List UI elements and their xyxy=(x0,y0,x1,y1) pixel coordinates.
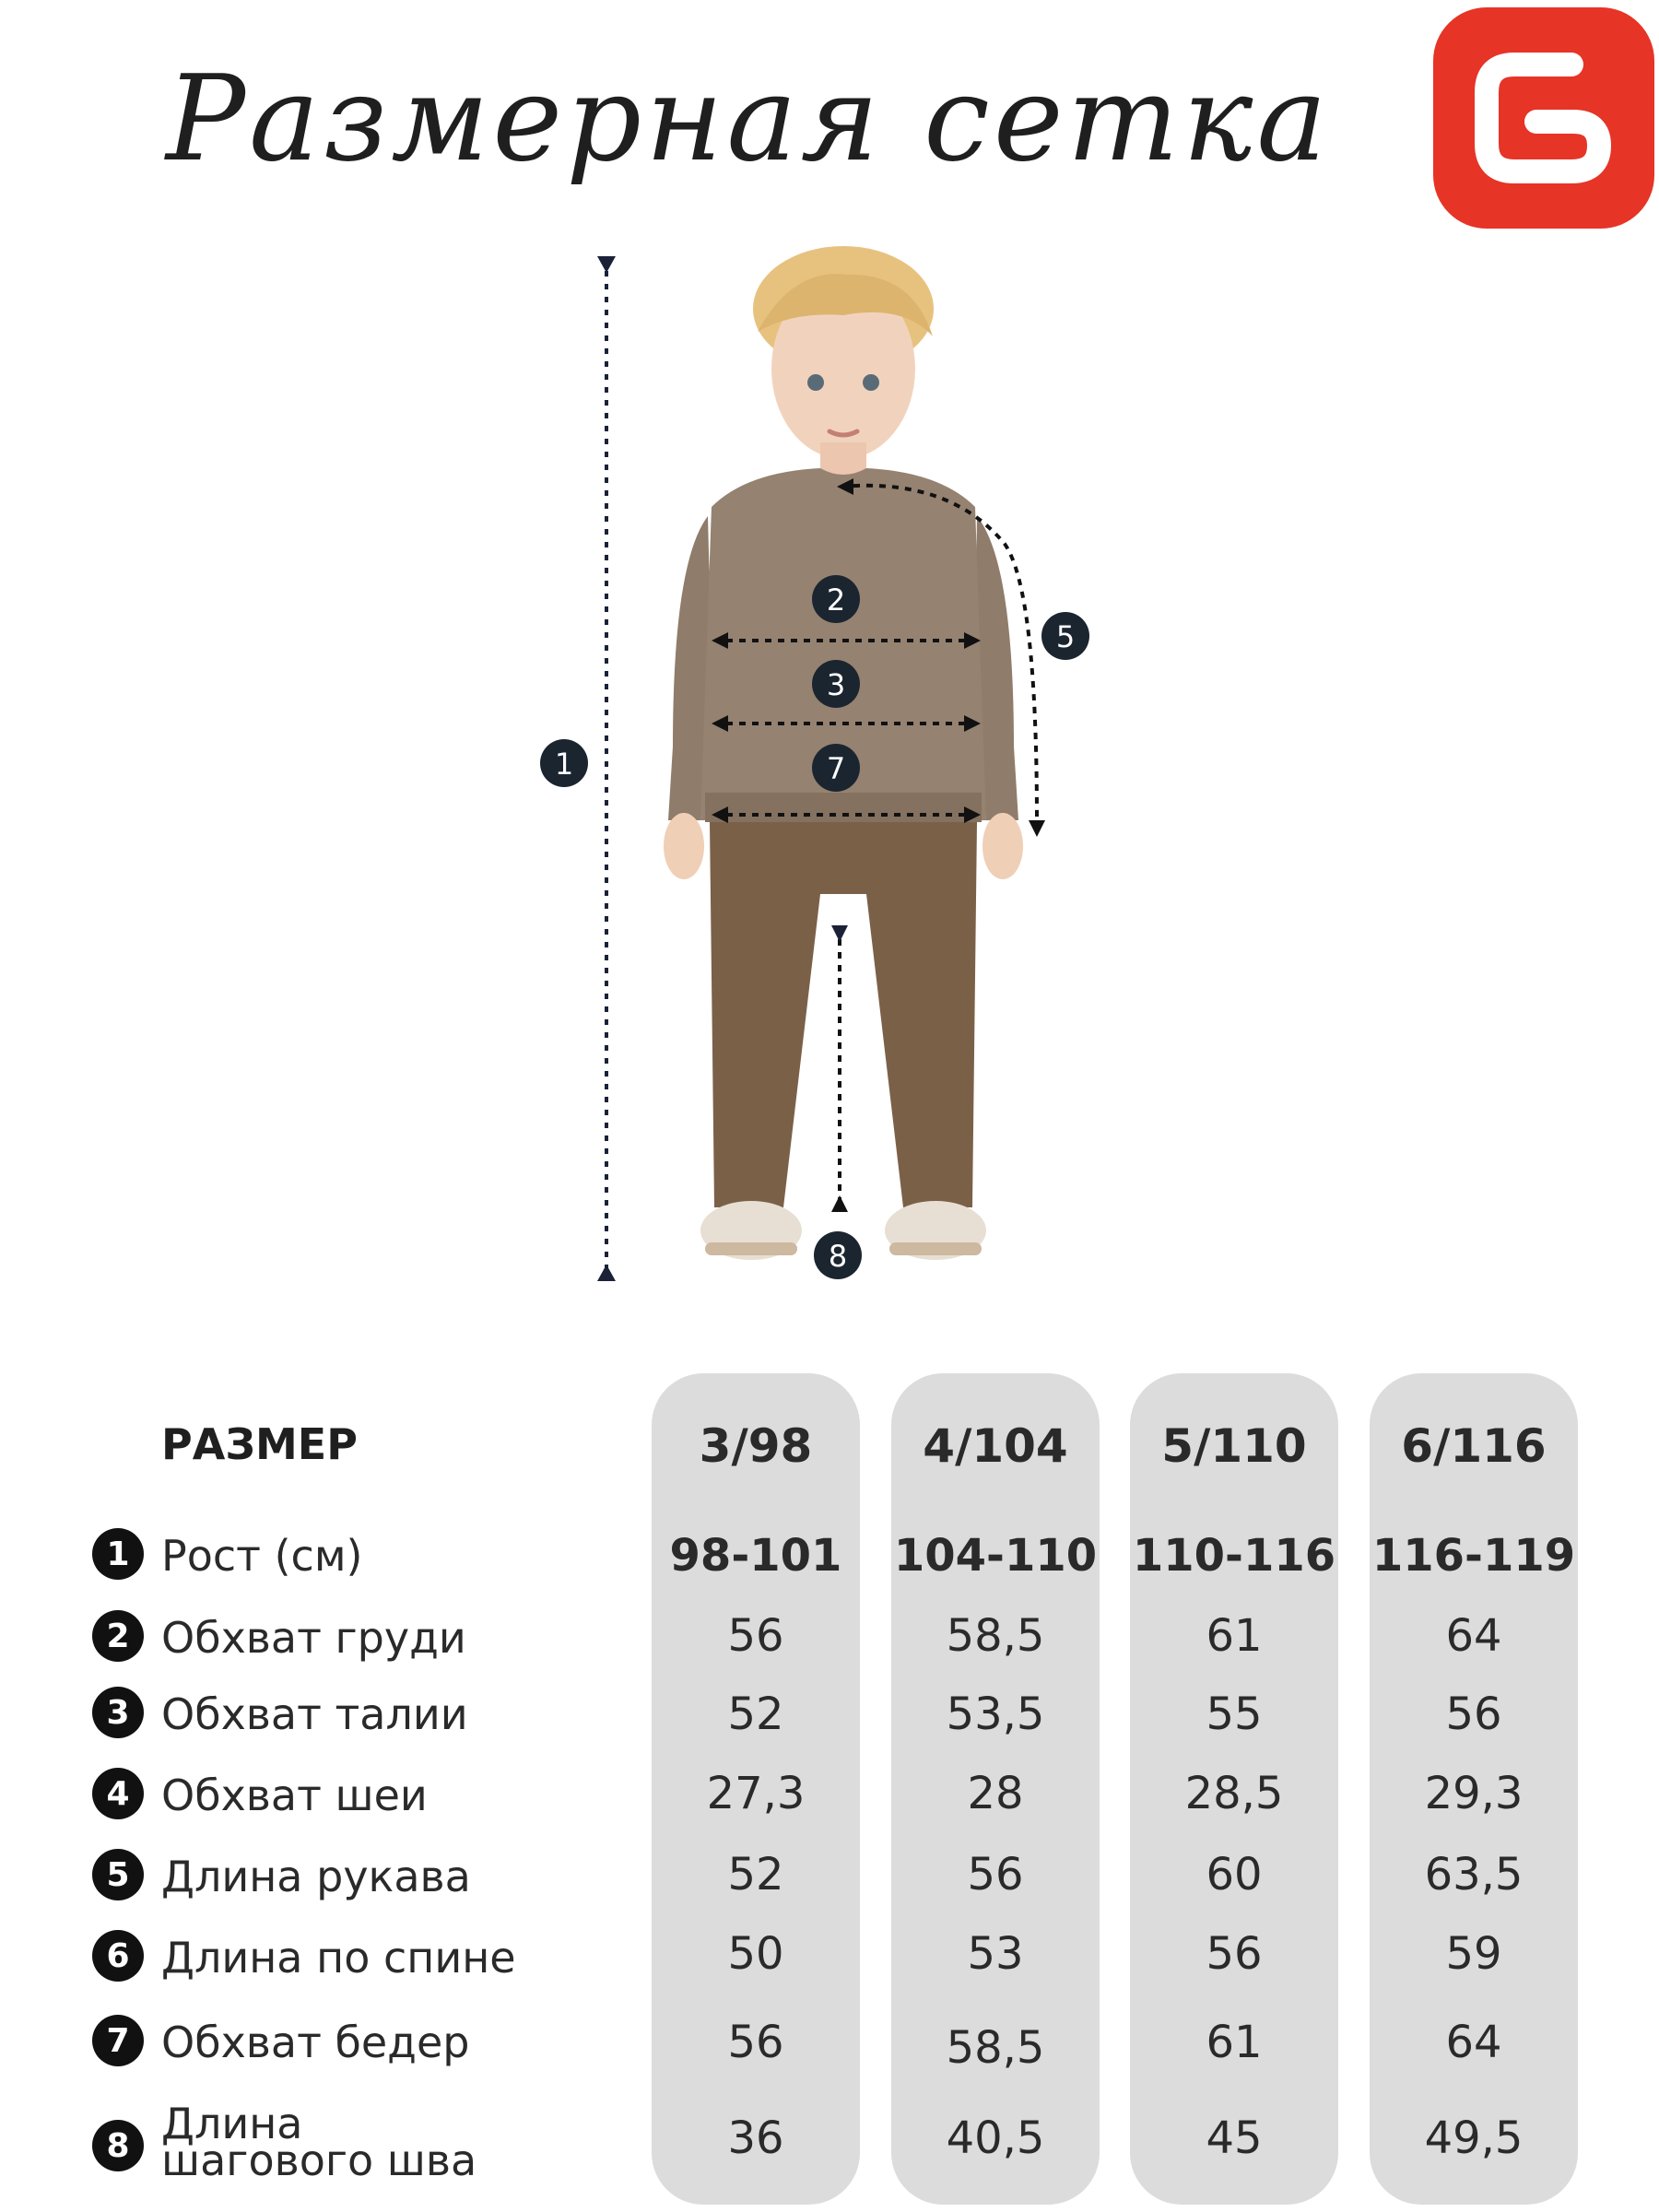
table-cell: 53 xyxy=(967,1928,1024,1980)
marker-2 xyxy=(812,575,860,623)
row-number-badge: 7 xyxy=(92,2015,144,2066)
table-cell: 60 xyxy=(1206,1849,1263,1900)
brand-logo-icon xyxy=(1433,7,1654,229)
table-cell: 27,3 xyxy=(706,1768,806,1819)
table-cell: 49,5 xyxy=(1424,2112,1524,2164)
table-cell: 58,5 xyxy=(946,2022,1045,2074)
svg-text:2: 2 xyxy=(826,582,846,618)
table-cell: 50 xyxy=(727,1928,784,1980)
table-cell: 56 xyxy=(1445,1688,1502,1740)
svg-text:7: 7 xyxy=(826,751,846,786)
table-cell: 56 xyxy=(967,1849,1024,1900)
table-cell: 28 xyxy=(967,1768,1024,1819)
row-label-sleeve: Длина рукава xyxy=(161,1852,471,1901)
page-title: Размерная сетка xyxy=(166,51,1331,188)
row-label-hips: Обхват бедер xyxy=(161,2018,470,2067)
table-cell: 59 xyxy=(1445,1928,1502,1980)
table-cell: 56 xyxy=(727,2017,784,2068)
marker-7 xyxy=(812,744,860,792)
size-header-label: РАЗМЕР xyxy=(161,1419,358,1469)
table-cell: 28,5 xyxy=(1184,1768,1284,1819)
table-cell: 52 xyxy=(727,1688,784,1740)
marker-1 xyxy=(540,739,588,787)
row-number-badge: 2 xyxy=(92,1610,144,1662)
table-cell: 61 xyxy=(1206,1610,1263,1662)
marker-3 xyxy=(812,660,860,708)
row-label-inseam: Длина xyxy=(161,2099,303,2148)
marker-8 xyxy=(814,1231,862,1279)
table-cell: 63,5 xyxy=(1424,1849,1524,1900)
row-label-chest: Обхват груди xyxy=(161,1613,466,1663)
table-cell: 98-101 xyxy=(669,1530,842,1582)
row-label-waist: Обхват талии xyxy=(161,1689,468,1739)
marker-5 xyxy=(1041,612,1089,660)
row-number-badge: 4 xyxy=(92,1768,144,1819)
row-number-badge: 8 xyxy=(92,2120,144,2171)
table-cell: 52 xyxy=(727,1849,784,1900)
table-cell: 64 xyxy=(1445,2017,1502,2068)
table-cell: 36 xyxy=(727,2112,784,2164)
table-cell: 104-110 xyxy=(893,1530,1098,1582)
table-cell: 56 xyxy=(727,1610,784,1662)
table-cell: 116-119 xyxy=(1371,1530,1576,1582)
row-number-badge: 1 xyxy=(92,1528,144,1580)
svg-text:5: 5 xyxy=(1055,619,1076,654)
row-label-inseam-line2: шагового шва xyxy=(161,2136,477,2185)
row-label-height: Рост (см) xyxy=(161,1531,363,1581)
table-cell: 58,5 xyxy=(946,1610,1045,1662)
table-cell: 53,5 xyxy=(946,1688,1045,1740)
table-cell: 56 xyxy=(1206,1928,1263,1980)
table-cell: 29,3 xyxy=(1424,1768,1524,1819)
table-cell: 61 xyxy=(1206,2017,1263,2068)
row-label-neck: Обхват шеи xyxy=(161,1771,428,1820)
table-cell: 64 xyxy=(1445,1610,1502,1662)
svg-text:3: 3 xyxy=(826,667,846,702)
row-number-badge: 3 xyxy=(92,1687,144,1738)
size-header: 5/110 xyxy=(1161,1419,1307,1473)
row-number-badge: 5 xyxy=(92,1849,144,1900)
size-header: 4/104 xyxy=(923,1419,1068,1473)
table-cell: 40,5 xyxy=(946,2112,1045,2164)
size-header: 6/116 xyxy=(1401,1419,1547,1473)
table-cell: 110-116 xyxy=(1132,1530,1336,1582)
table-cell: 45 xyxy=(1206,2112,1263,2164)
size-header: 3/98 xyxy=(699,1419,813,1473)
row-number-badge: 6 xyxy=(92,1930,144,1982)
row-label-back-length: Длина по спине xyxy=(161,1933,516,1983)
table-cell: 55 xyxy=(1206,1688,1263,1740)
svg-text:1: 1 xyxy=(554,747,574,782)
child-measurement-illustration xyxy=(516,230,1161,1318)
svg-text:8: 8 xyxy=(828,1239,848,1274)
